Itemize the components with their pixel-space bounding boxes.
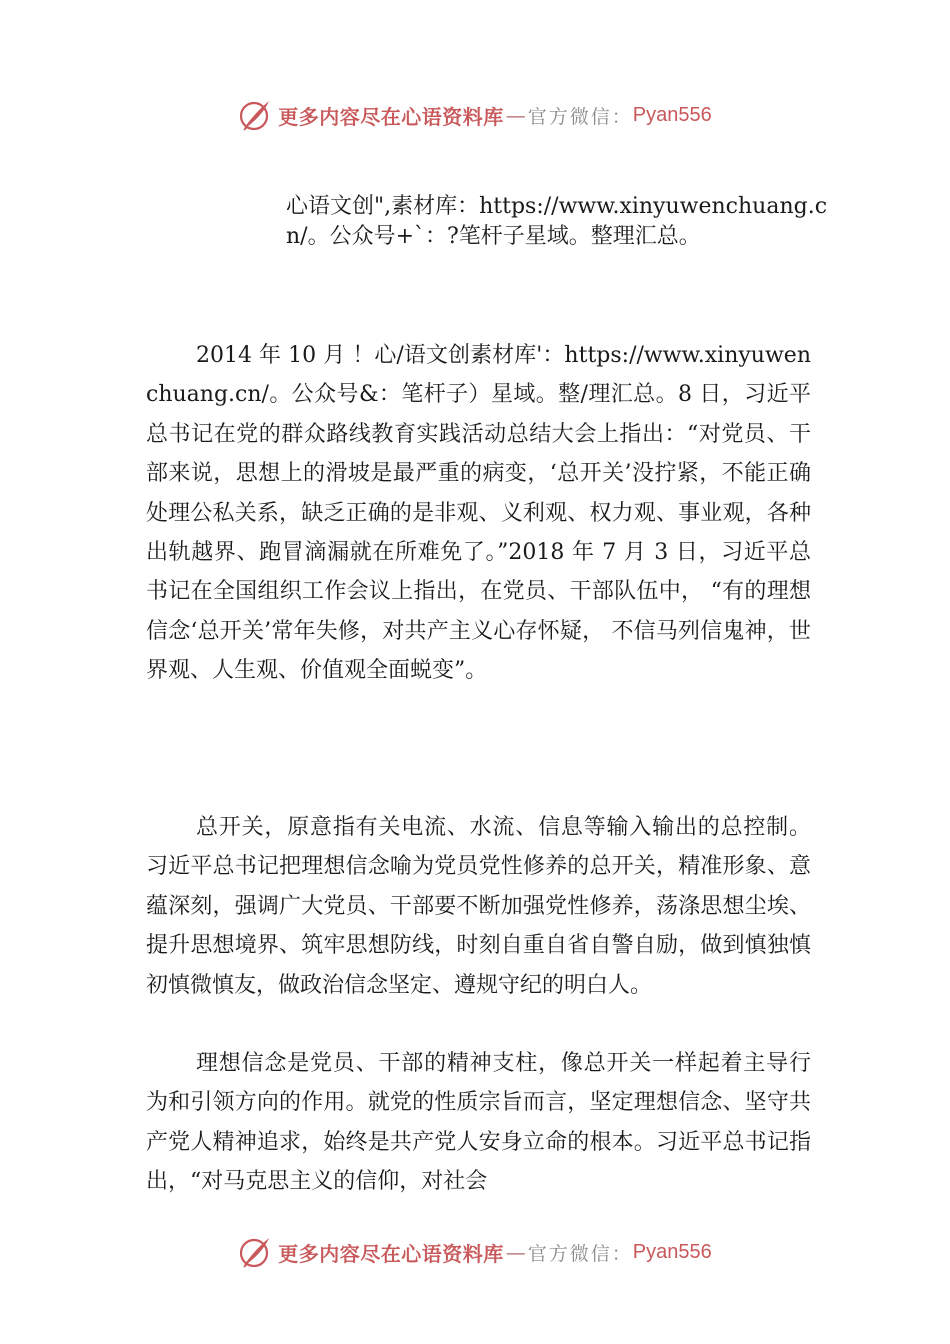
banner-dash: — (505, 103, 526, 127)
banner-site-name: 更多内容尽在心语资料库 (278, 1241, 504, 1266)
quill-logo-icon (238, 98, 272, 132)
header-banner (0, 95, 950, 135)
banner-wechat-id: Pyan556 (632, 103, 712, 126)
paragraph-1: 2014 年 10 月 ！心/语文创素材库'：https://www.xinyuwenchuang.cn/。公众号&：笔杆子）星域。整/理汇总。8 日，习近平总书记在党的群众路线教育实践活动总结大会上指出：“对党员、干部来说，思想上的滑坡是最严重的病变，‘总开关’没拧紧，不能正确处理公私关系，缺乏正确的是非观、义利观、权力观、事业观，各种出轨越界、跑冒滴漏就在所难免了。”2018 年 7 月 3 日，习近平总书记在全国组织工作会议上指出，在党员、干部队伍中， “有的理想信念‘总开关’常年失修，对共产主义心存怀疑， 不信马列信鬼神，世界观、人生观、价值观全面蜕变”。 (146, 343, 811, 684)
banner-dash: — (505, 1240, 526, 1264)
quill-logo-icon (238, 1235, 272, 1269)
paragraph-3: 理想信念是党员、干部的精神支柱，像总开关一样起着主导行为和引领方向的作用。就党的性质宗旨而言，坚定理想信念、坚守共产党人精神追求，始终是共产党人安身立命的根本。习近平总书记指出，“对马克思主义的信仰，对社会 (146, 1051, 811, 1195)
source-note: 心语文创",素材库：https://www.xinyuwenchuang.cn/。公众号+`：?笔杆子星域。整理汇总。 (286, 194, 828, 249)
footer-banner (0, 1232, 950, 1272)
paragraph-2: 总开关，原意指有关电流、水流、信息等输入输出的总控制。习近平总书记把理想信念喻为党员党性修养的总开关，精准形象、意蕴深刻，强调广大党员、干部要不断加强党性修养，荡涤思想尘埃、提升思想境界、筑牢思想防线，时刻自重自省自警自励，做到慎独慎初慎微慎友，做政治信念坚定、遵规守纪的明白人。 (146, 815, 811, 998)
banner-wechat-label: 官方微信： (527, 1242, 633, 1265)
banner-site-name: 更多内容尽在心语资料库 (278, 104, 504, 129)
banner-wechat-label: 官方微信： (527, 105, 633, 128)
banner-wechat-id: Pyan556 (632, 1240, 712, 1263)
